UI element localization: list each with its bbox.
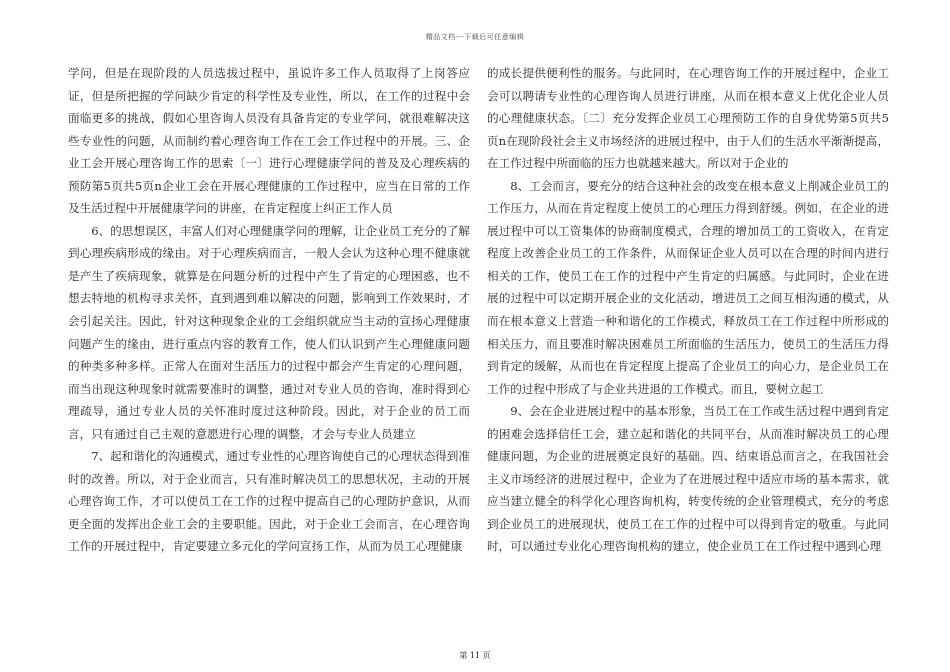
left-paragraph-3: 7、起和谐化的沟通模式，通过专业性的心理咨询使自己的心理状态得到准时的改善。所以，对于企业而言，只有准时解决员工的思想状况，主动的开展心理咨询工作，才可以使员工在工作的过程中提高自己的心理防护意识，从而更全面的发挥出企业工会的主要职能。因此，对于企业工会而言，在心理咨询工作的开展过程中，肯定要建立多元化的学问宣扬工作，从而为员工心理健康 bbox=[68, 449, 470, 554]
left-paragraph-1: 学问，但是在现阶段的人员选拔过程中，虽说许多工作人员取得了上岗答应证，但是所把握的学问缺少肯定的科学性及专业性，所以，在工作的过程中会面临更多的挑战，假如心里咨询人员没有具备肯定的专业学问，就很难解决这些专业性的问题，从而制约着心理咨询工作在工会工作过程中的开展。三、企业工会开展心理咨询工作的思索〔一〕进行心理健康学问的普及及心理疾病的预防第5页共5页n企业工会在开展心理健康的工作过程中，应当在日常的工作及生活过程中开展健康学问的讲座，在肯定程度上纠正工作人员 bbox=[68, 66, 470, 216]
left-column bbox=[68, 62, 470, 558]
left-paragraph-2: 6、的思想误区，丰富人们对心理健康学问的理解，让企业员工充分的了解到心理疾病形成的缘由。对于心理疾病而言，一般人会认为这种心理不健康就是产生了疾病现象，就算是在问题分析的过程中产生了肯定的心理困惑，也不想去特地的机构寻求关怀，直到遇到难以解决的问题，影响到工作效果时，才会引起关注。因此，针对这种现象企业的工会组织就应当主动的宣扬心理健康问题产生的缘由，进行重点内容的教育工作，使人们认识到产生心理健康问题的种类多种多样。正常人在面对生活压力的过程中都会产生肯定的心理问题，而当出现这种现象时就需要准时的调整，通过对专业人员的咨询，准时得到心理疏导，通过专业人员的关怀准时度过这种阶段。因此，对于企业的员工而言，只有通过自己主观的意愿进行心理的调整，才会与专业人员建立 bbox=[68, 223, 470, 441]
right-paragraph-2: 8、工会而言，要充分的结合这种社会的改变在根本意义上削减企业员工的工作压力，从而在肯定程度上使员工的心理压力得到舒缓。例如，在企业的进展过程中可以工资集体的协商制度模式，合理的增加员工的工资收入，在肯定程度上改善企业员工的工作条件，从而保证企业人员可以在合理的时间内进行相关的工作，使员工在工作的过程中产生肯定的归属感。与此同时，企业在进展的过程中可以定期开展企业的文化活动，增进员工之间互相沟通的模式，从而在根本意义上营造一种和谐化的工作模式，释放员工在工作过程中所形成的相关压力，而且要准时解决困难员工所面临的生活压力，使员工的生活压力得到肯定的缓解，从而也在肯定程度上提高了企业员工的向心力，是企业员工在工作的过程中形成了与企业共进退的工作模式。而且，要树立起工 bbox=[487, 178, 889, 396]
right-column bbox=[487, 62, 889, 558]
right-paragraph-3: 9、会在企业进展过程中的基本形象，当员工在工作或生活过程中遇到肯定的困难会选择信任工会，建立起和谐化的共同平台，从而准时解决员工的心理健康问题，为企业的进展奠定良好的基础。四、结束语总而言之，在我国社会主义市场经济的进展过程中，企业为了在进展过程中适应市场的基本需求，就应当建立健全的科学化心理咨询机构，转变传统的企业管理模式，充分的考虑到企业员工的进展现状，使员工在工作的过程中可以得到肯定的敬重。与此同时，可以通过专业化心理咨询机构的建立，使企业员工在工作过程中遇到心理 bbox=[487, 404, 889, 554]
page-number: 第 11 页 bbox=[459, 651, 491, 660]
page-header: 精品文档---下载后可任意编辑 bbox=[425, 33, 525, 41]
right-paragraph-1: 的成长提供便利性的服务。与此同时，在心理咨询工作的开展过程中，企业工会可以聘请专业性的心理咨询人员进行讲座，从而在根本意义上优化企业人员的心理健康状态。〔二〕充分发挥企业员工心理预防工作的自身优势第5页共5页n在现阶段社会主义市场经济的进展过程中，由于人们的生活水平渐渐提高，在工作过程中所面临的压力也就越来越大。所以对于企业的 bbox=[487, 66, 889, 171]
